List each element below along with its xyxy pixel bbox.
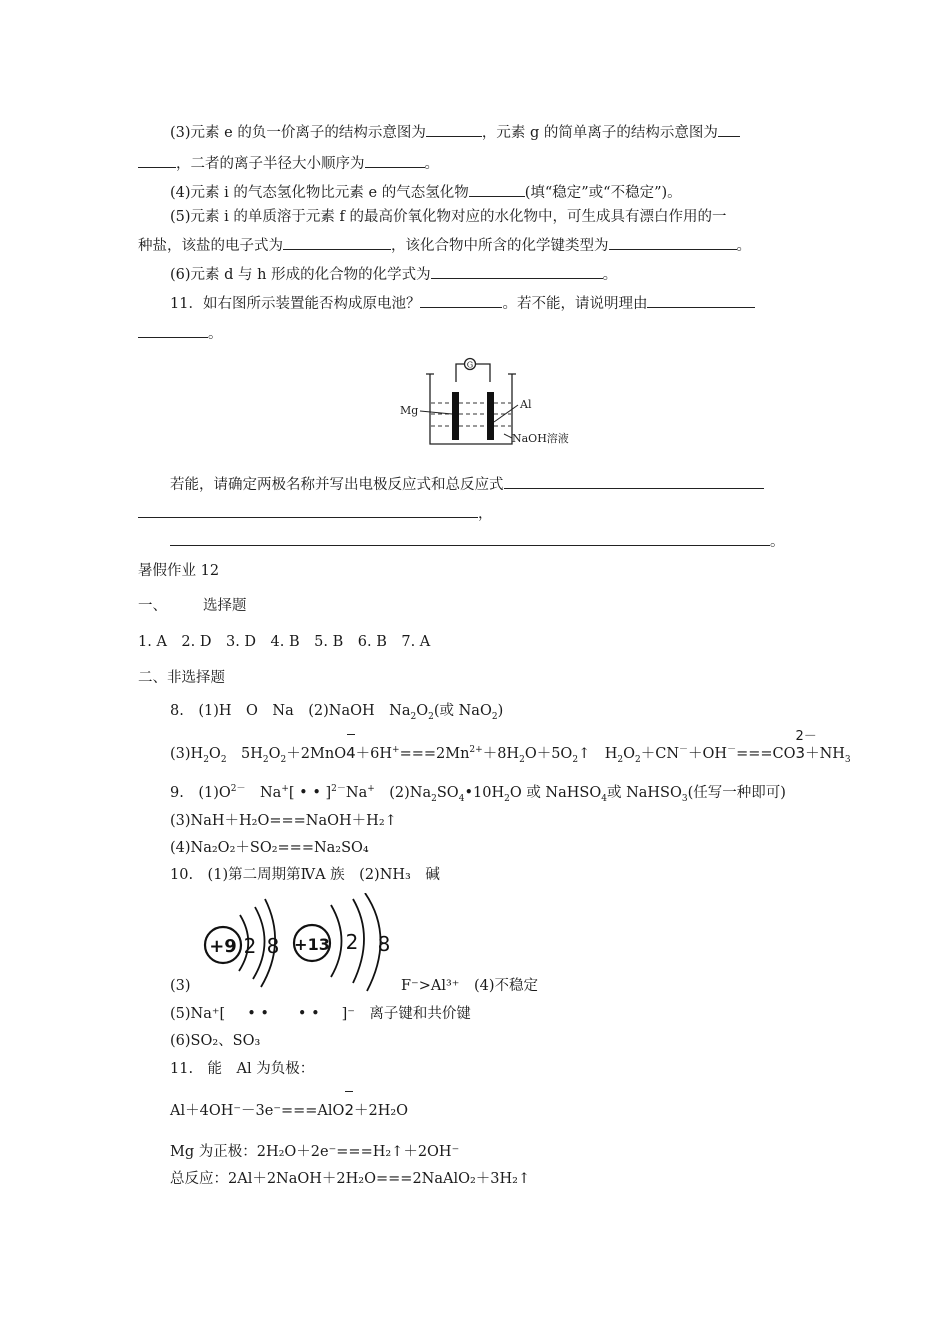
naoh-label: NaOH溶液 — [512, 432, 569, 445]
q5-line1 — [170, 207, 726, 227]
al-electrode — [487, 392, 494, 440]
a8-text: (3)H — [170, 746, 204, 762]
answer-blank — [431, 263, 603, 279]
q4-line — [170, 181, 682, 203]
answer-11-line1: 11. 能 Al 为负极： — [170, 1061, 315, 1077]
a8-text: ＋6H — [355, 746, 393, 762]
overbar-subscript — [344, 1100, 354, 1120]
q11-follow-line3 — [170, 530, 785, 552]
a9-text: SO — [436, 785, 459, 801]
a9-text: [ • • ] — [288, 785, 332, 801]
answer-blank — [138, 152, 176, 168]
q11-line2 — [138, 322, 223, 344]
answer-blank — [283, 234, 391, 250]
q5-text-1: (5)元素 i 的单质溶于元素 f 的最高价氧化物对应的水化物中，可生成具有漂白作用的一 — [170, 209, 727, 225]
a8-text: 2－ — [795, 729, 817, 744]
a8-text: O — [416, 703, 429, 719]
a9-text: Na — [245, 785, 282, 801]
q3-line1 — [170, 121, 740, 143]
a9-text: Na — [345, 785, 368, 801]
answer-9-line1: 9. $(1)O^{2-}$ Na+[ • • ]$^{2-}$Na+ $(2)Na_2SO_4•10H_2O$ 或 NaHSO$_4$或 NaHSO$_3$(任写一种即可) — [170, 784, 786, 804]
a10-text: • • • • — [247, 1006, 320, 1022]
q5-end: 。 — [736, 238, 751, 254]
q4-text-2: (填“稳定”或“不稳定”)。 — [524, 185, 682, 201]
q11-line1 — [170, 292, 755, 314]
answer-blank — [469, 181, 525, 197]
f-nucleus: +9 — [209, 936, 237, 957]
answer-11-line2 — [170, 1100, 408, 1121]
answer-blank — [504, 473, 764, 489]
a8-text: ＋NH — [805, 746, 845, 762]
q11-follow-line — [170, 473, 764, 495]
a9-text: (2)Na — [374, 785, 432, 801]
a8-text: ↑ H — [578, 746, 618, 762]
a8-text: 4 — [346, 744, 356, 762]
answer-blank — [365, 152, 425, 168]
stacked-charge — [795, 729, 817, 763]
q5-text-2: 种盐，该盐的电子式为 — [138, 238, 283, 254]
choice-answers: 1. A 2. D 3. D 4. B 5. B 6. B 7. A — [138, 634, 431, 650]
q3-text-3: ，二者的离子半径大小顺序为 — [176, 156, 365, 172]
a9-text: 或 NaHSO — [606, 785, 682, 801]
a8-text: 5H — [226, 746, 263, 762]
answer-blank — [609, 234, 737, 250]
mg-electrode — [452, 392, 459, 440]
a8-text: 3 — [795, 744, 806, 762]
answer-blank — [426, 121, 482, 137]
answer-8-line2: $(3)H_2O_2$ $5H_2O_2+2MnO$ $4+6H^+===2Mn^{2+}+8H_2O+5O_2↑$ $H_2O_2+CN^-+OH^-===CO$ 2－ $3+NH_3$ — [170, 729, 851, 765]
section2-heading: 二、非选择题 — [138, 670, 225, 686]
a8-text: ＋8H — [482, 746, 520, 762]
a11-text: Al＋4OH⁻－3e⁻===AlO — [170, 1103, 345, 1119]
al-label: Al — [520, 398, 532, 411]
q6-line — [170, 263, 617, 285]
q11-end: 。 — [208, 326, 223, 342]
answers-title: 暑假作业 12 — [138, 563, 220, 579]
q5-line2 — [138, 234, 751, 256]
a9-text: (任写一种即可) — [687, 785, 786, 801]
section1-num: 一、 — [138, 598, 167, 614]
answer-10-line1: 10. (1)第二周期第ⅣA 族 (2)NH₃ 碱 — [170, 867, 440, 883]
q3-text-2: ，元素 g 的简单离子的结构示意图为 — [481, 125, 718, 141]
answer-11-line3: Mg 为正极：2H₂O＋2e⁻===H₂↑＋2OH⁻ — [170, 1144, 460, 1160]
a11-text: 2 — [344, 1101, 354, 1119]
answer-10-line5 — [170, 1004, 471, 1024]
answer-8-line1: 8. (1)H O Na (2)NaOH $Na_2O_2$(或 NaO$_2$) — [170, 703, 504, 722]
q11-follow-line2 — [138, 502, 493, 524]
a8-text: ===CO — [736, 746, 796, 762]
a8-text: O — [268, 746, 281, 762]
q11-follow-text: 若能，请确定两极名称并写出电极反应式和总反应式 — [170, 477, 504, 493]
answer-blank — [170, 530, 770, 546]
answer-blank — [647, 292, 755, 308]
answer-9-line2: (3)NaH＋H₂O===NaOH＋H₂↑ — [170, 813, 397, 829]
section1-title: 选择题 — [203, 598, 247, 614]
q3-text-1: (3)元素 e 的负一价离子的结构示意图为 — [170, 125, 426, 141]
al-shell-1: 2 — [345, 930, 359, 954]
answer-blank — [138, 502, 478, 518]
section1-heading — [138, 596, 247, 616]
q6-end: 。 — [602, 267, 618, 283]
a8-text: O＋5O — [524, 746, 573, 762]
a9-text: •10H — [464, 785, 505, 801]
a8-text: ) — [497, 703, 504, 719]
galvanometer-label: G — [466, 360, 474, 370]
a10-text: (5)Na⁺[ — [170, 1006, 226, 1022]
a8-text: ＋2MnO — [286, 746, 347, 762]
a8-text: ＋OH — [688, 746, 728, 762]
a8-text: ＋CN — [640, 746, 680, 762]
a8-text: O — [208, 746, 221, 762]
a11-text: ＋2H₂O — [353, 1103, 409, 1119]
al-nucleus: +13 — [294, 935, 330, 954]
f-shell-2: 8 — [266, 934, 280, 958]
q4-text-1: (4)元素 i 的气态氢化物比元素 e 的气态氢化物 — [170, 185, 469, 201]
mg-label: Mg — [400, 404, 419, 417]
answer-blank — [420, 292, 502, 308]
answer-10-line3b: F⁻>Al³⁺ (4)不稳定 — [401, 978, 538, 994]
overbar-subscript — [346, 743, 356, 763]
a8-text: (或 NaO — [433, 703, 492, 719]
ion-structure-diagram — [195, 893, 405, 993]
a8-text: 8. (1)H O Na (2)NaOH Na — [170, 703, 411, 719]
answer-blank — [138, 322, 208, 338]
q5-text-3: ，该化合物中所含的化学键类型为 — [391, 238, 609, 254]
q11-comma: ， — [478, 506, 493, 522]
a8-text: O — [623, 746, 635, 762]
a9-text: 9. (1)O — [170, 785, 231, 801]
q3-line2 — [138, 152, 439, 174]
q11-end2: 。 — [770, 534, 785, 550]
al-shell-2: 8 — [377, 932, 391, 956]
a8-text: ===2Mn — [399, 746, 470, 762]
answer-10-line6: (6)SO₂、SO₃ — [170, 1033, 261, 1049]
answer-blank — [718, 121, 740, 137]
galvanic-cell-figure — [398, 348, 578, 452]
answer-11-line4: 总反应：2Al＋2NaOH＋2H₂O===2NaAlO₂＋3H₂↑ — [170, 1171, 531, 1187]
answer-10-line3a: (3) — [170, 978, 191, 994]
q3-end: 。 — [424, 156, 439, 172]
q11-text-2: 。若不能，请说明理由 — [502, 296, 648, 312]
a10-text: ]⁻ 离子键和共价键 — [341, 1006, 471, 1022]
a9-text: O 或 NaHSO — [509, 785, 602, 801]
q11-text-1: 11．如右图所示装置能否构成原电池？ — [170, 296, 421, 312]
q6-text: (6)元素 d 与 h 形成的化合物的化学式为 — [170, 267, 431, 283]
answer-9-line3: (4)Na₂O₂＋SO₂===Na₂SO₄ — [170, 840, 369, 856]
f-shell-1: 2 — [243, 934, 257, 958]
